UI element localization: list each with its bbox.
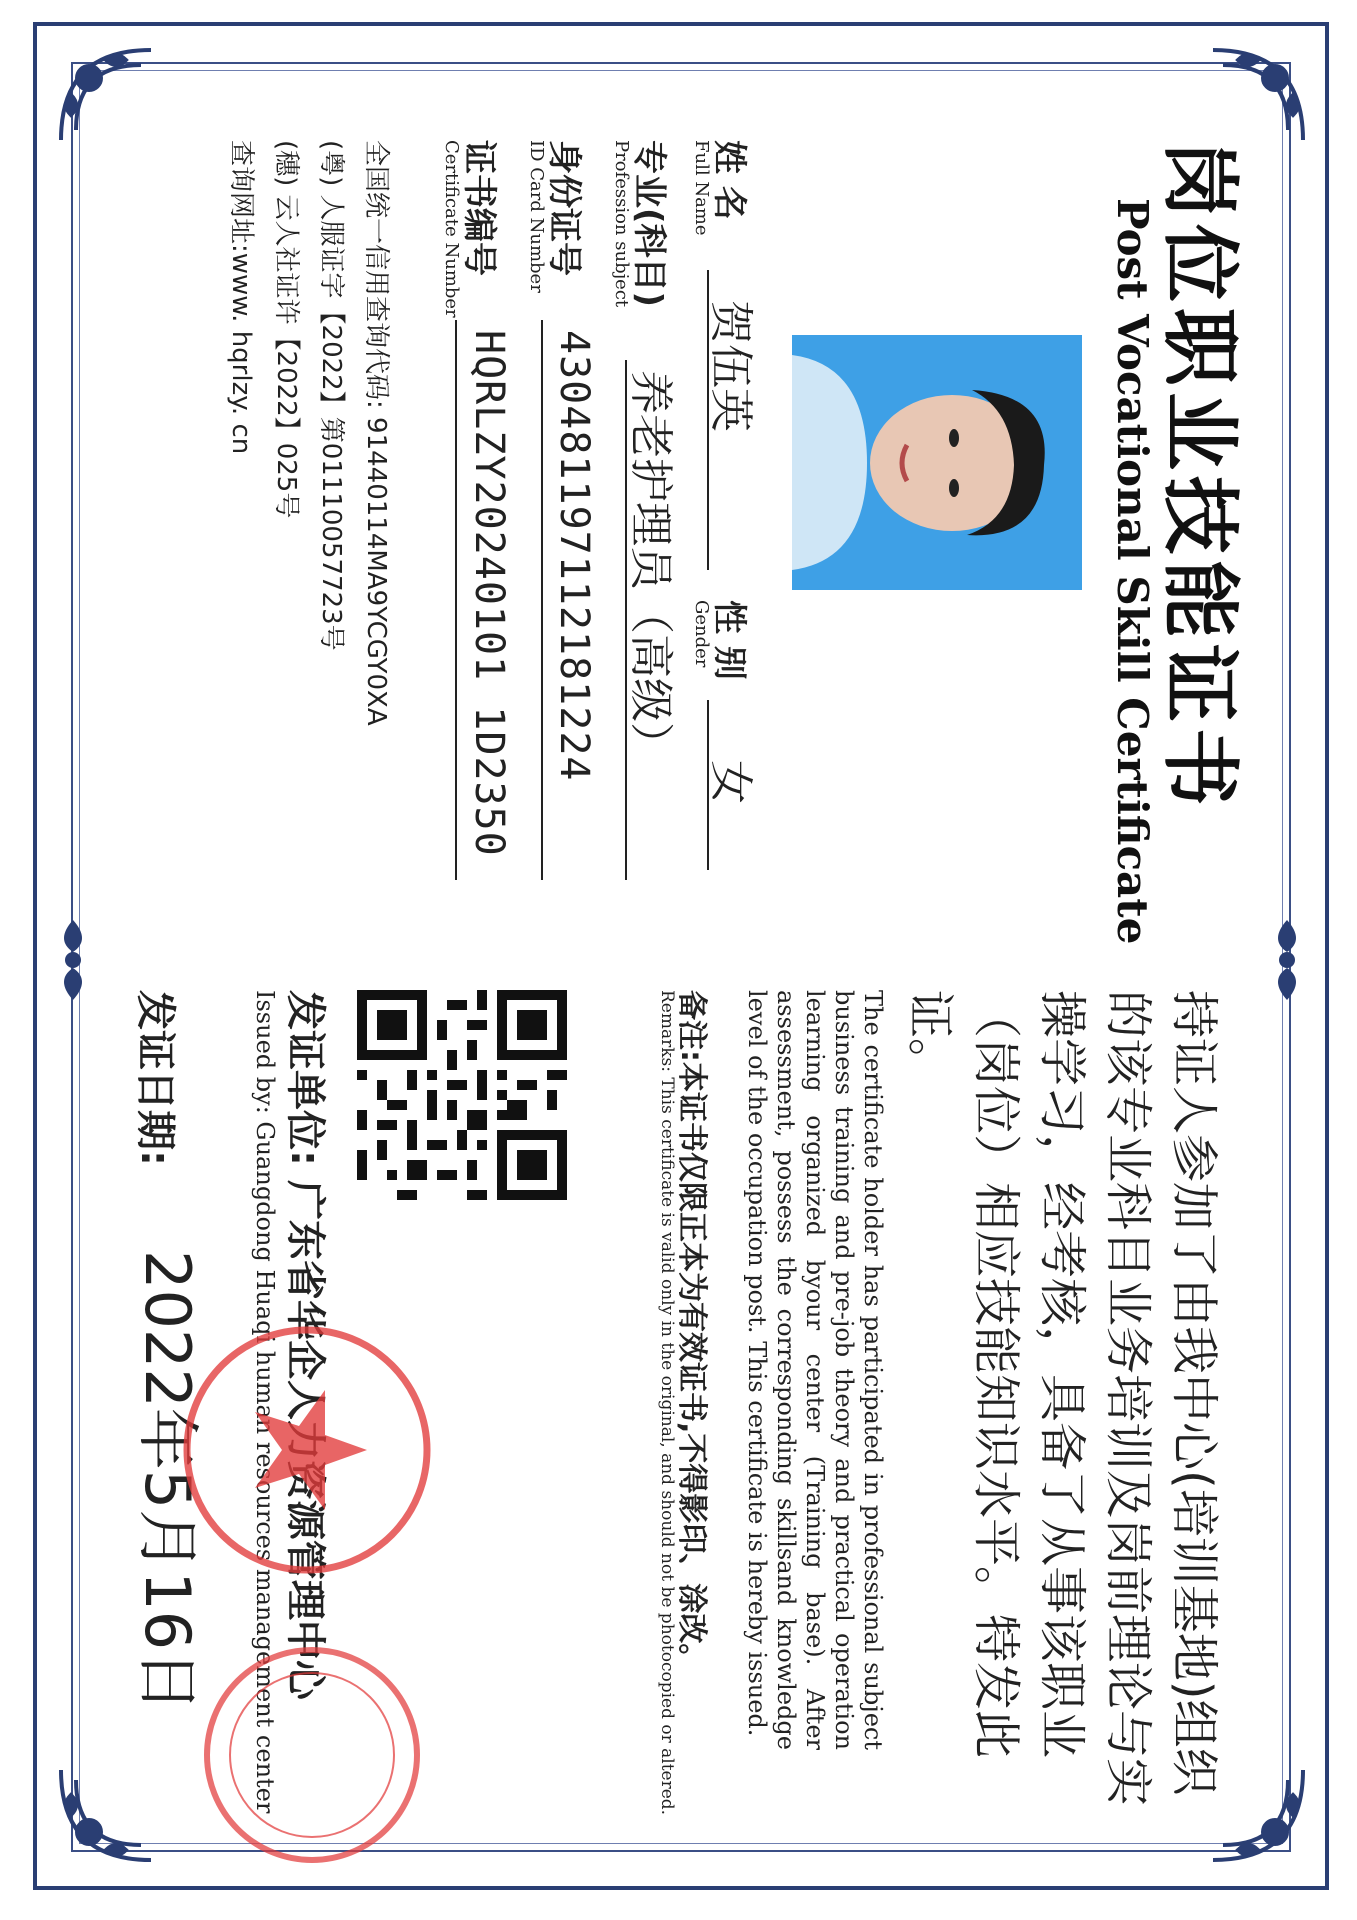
remark-cn: 备注:本证书仅限正本为有效证书,不得影印、涂改。 [674, 990, 709, 1674]
gender-value: 女 [705, 760, 756, 804]
certificate-body-en: The certificate holder has participated in professional subject business training and pre-job theory and practical operation learning organized byour center (Training base). After assessment, possess the corresponding skillsand knowledge level of the occupation post. This certificate is hereby issued. [743, 990, 887, 1750]
certificate-title-en: Post Vocational Skill Certificate [1108, 198, 1157, 945]
qr-code-icon[interactable] [357, 990, 567, 1200]
corner-ornament-icon [51, 1760, 161, 1870]
corner-ornament-icon [1203, 40, 1313, 150]
name-underline [707, 270, 709, 570]
border-ornament-icon [1265, 915, 1309, 1005]
query-url: 查询网址:www. hqrlzy. cn [226, 140, 256, 455]
portrait-icon [792, 335, 1082, 590]
name-value: 贺伍英 [705, 300, 756, 432]
id-label-en: ID Card Number [526, 140, 547, 293]
certificate-title-cn: 岗位职业技能证书 [1154, 140, 1244, 813]
id-value: 430481197112181224 [551, 330, 597, 782]
cert-number-underline [455, 320, 457, 880]
name-label-en: Full Name [691, 140, 712, 236]
official-seal-icon [177, 1320, 437, 1580]
cert-number-value: HQRLZY20240101 1D2350 [466, 330, 512, 857]
corner-ornament-icon [51, 40, 161, 150]
issue-date-value: 2022年5月16日 [131, 1250, 204, 1713]
gender-underline [707, 700, 709, 870]
certificate-body-cn: 持证人参加了由我中心(培训基地)组织的该专业科目业务培训及岗前理论与实操学习，经考核，具备了从事该职业（岗位）相应技能知识水平。特发此证。 [902, 990, 1222, 1807]
border-ornament-icon [51, 915, 95, 1005]
profession-label: 专业(科目) [629, 140, 669, 308]
cert-number-label: 证书编号 [459, 140, 499, 276]
gender-label: 性 别 [709, 600, 749, 680]
profession-label-en: Profession subject [611, 140, 632, 308]
issue-date-label: 发证日期: [132, 990, 178, 1166]
license-line-1: (粤) 人服证字【2022】第01110057723号 [316, 140, 346, 651]
license-line-2: (穗) 云人社证许【2022】025号 [271, 140, 301, 519]
id-underline [541, 320, 543, 880]
official-seal-icon [197, 1640, 427, 1870]
issuer-name-en: Guangdong Huaqi human resources management center [251, 1121, 279, 1814]
cert-number-label-en: Certificate Number [441, 140, 462, 318]
profession-underline [625, 360, 627, 880]
profession-value: 养老护理员（高级） [625, 370, 676, 766]
issuer-label-cn: 发证单位: [282, 990, 328, 1166]
id-label: 身份证号 [544, 140, 584, 276]
gender-label-en: Gender [691, 600, 712, 668]
remark-en: Remarks: This certificate is valid only in the original, and should not be photocopied or altered. [657, 990, 677, 1816]
credit-code: 全国统一信用查询代码: 91440114MA9YCGY0XA [361, 140, 391, 726]
name-label: 姓 名 [709, 140, 749, 220]
issuer-label-en: Issued by: [251, 990, 279, 1114]
holder-photo [792, 335, 1082, 590]
